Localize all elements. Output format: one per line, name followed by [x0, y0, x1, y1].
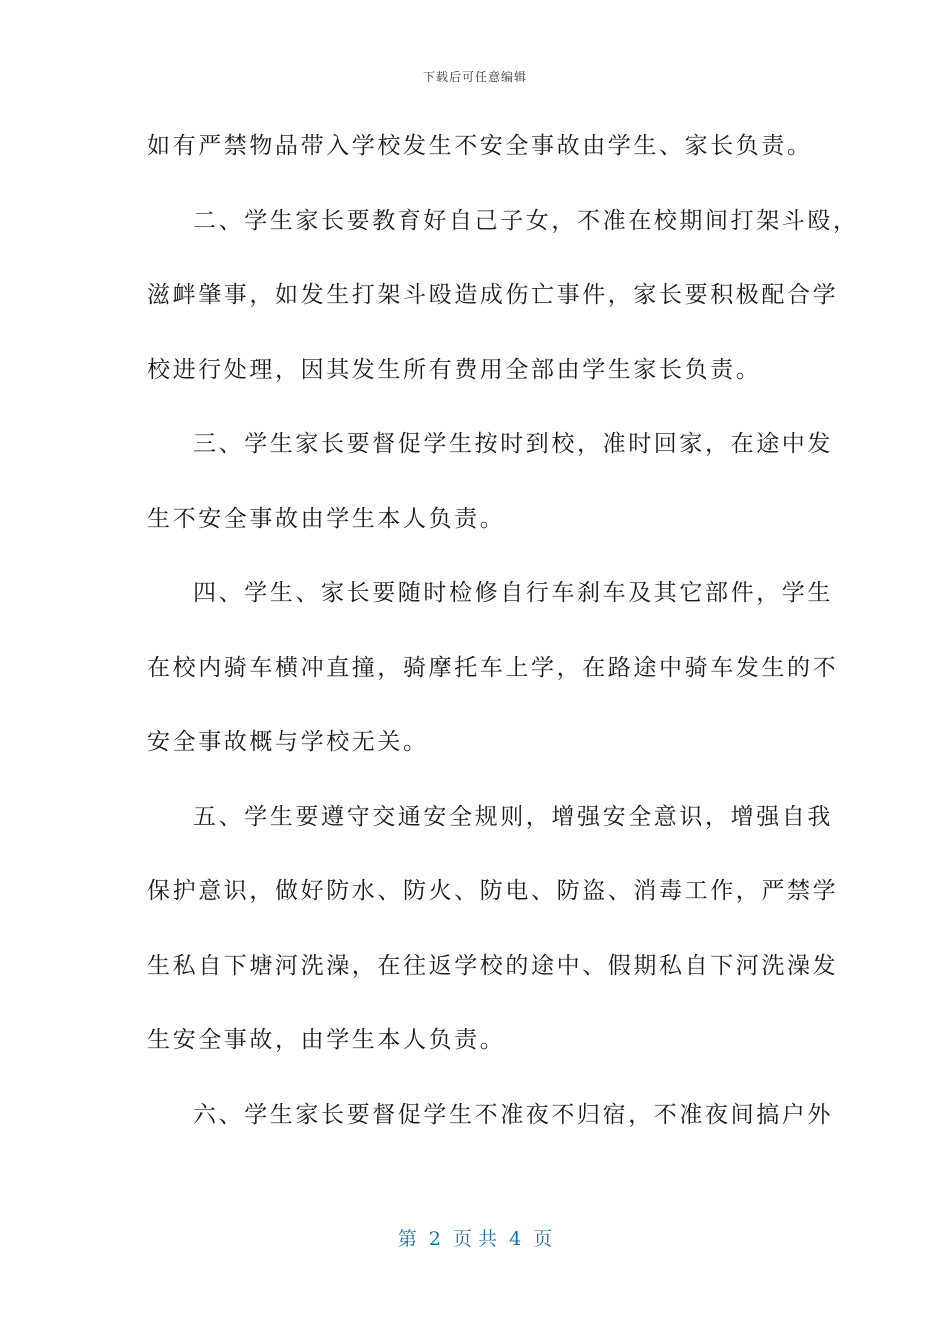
paragraph-start-line: 四、学生、家长要随时检修自行车刹车及其它部件，学生: [193, 580, 833, 606]
document-body: [147, 118, 859, 1161]
text-line: 滋衅肇事，如发生打架斗殴造成伤亡事件，家长要积极配合学: [147, 282, 839, 308]
paragraph-start-line: 二、学生家长要教育好自己子女，不准在校期间打架斗殴，: [193, 207, 859, 234]
paragraph-start-line: 六、学生家长要督促学生不准夜不归宿，不准夜间搞户外: [193, 1101, 833, 1128]
text-line: 生不安全事故由学生本人负责。: [147, 505, 506, 532]
text-line: 保护意识，做好防水、防火、防电、防盗、消毒工作，严禁学: [147, 878, 839, 904]
paragraph-start-line: 三、学生家长要督促学生按时到校，准时回家，在途中发: [193, 431, 833, 457]
header-note: 下载后可任意编辑: [422, 70, 527, 84]
paragraph-start-line: 五、学生要遵守交通安全规则，增强安全意识，增强自我: [193, 803, 833, 830]
page-number: 第 2 页 共 4 页: [397, 1228, 553, 1250]
text-line: 如有严禁物品带入学校发生不安全事故由学生、家长负责。: [147, 133, 813, 159]
text-line: 在校内骑车横冲直撞，骑摩托车上学，在路途中骑车发生的不: [147, 654, 839, 681]
text-line: 生私自下塘河洗澡，在往返学校的途中、假期私自下河洗澡发: [147, 952, 839, 979]
text-line: 校进行处理，因其发生所有费用全部由学生家长负责。: [147, 356, 762, 383]
text-line: 生安全事故，由学生本人负责。: [147, 1027, 506, 1053]
text-line: 安全事故概与学校无关。: [147, 729, 429, 755]
